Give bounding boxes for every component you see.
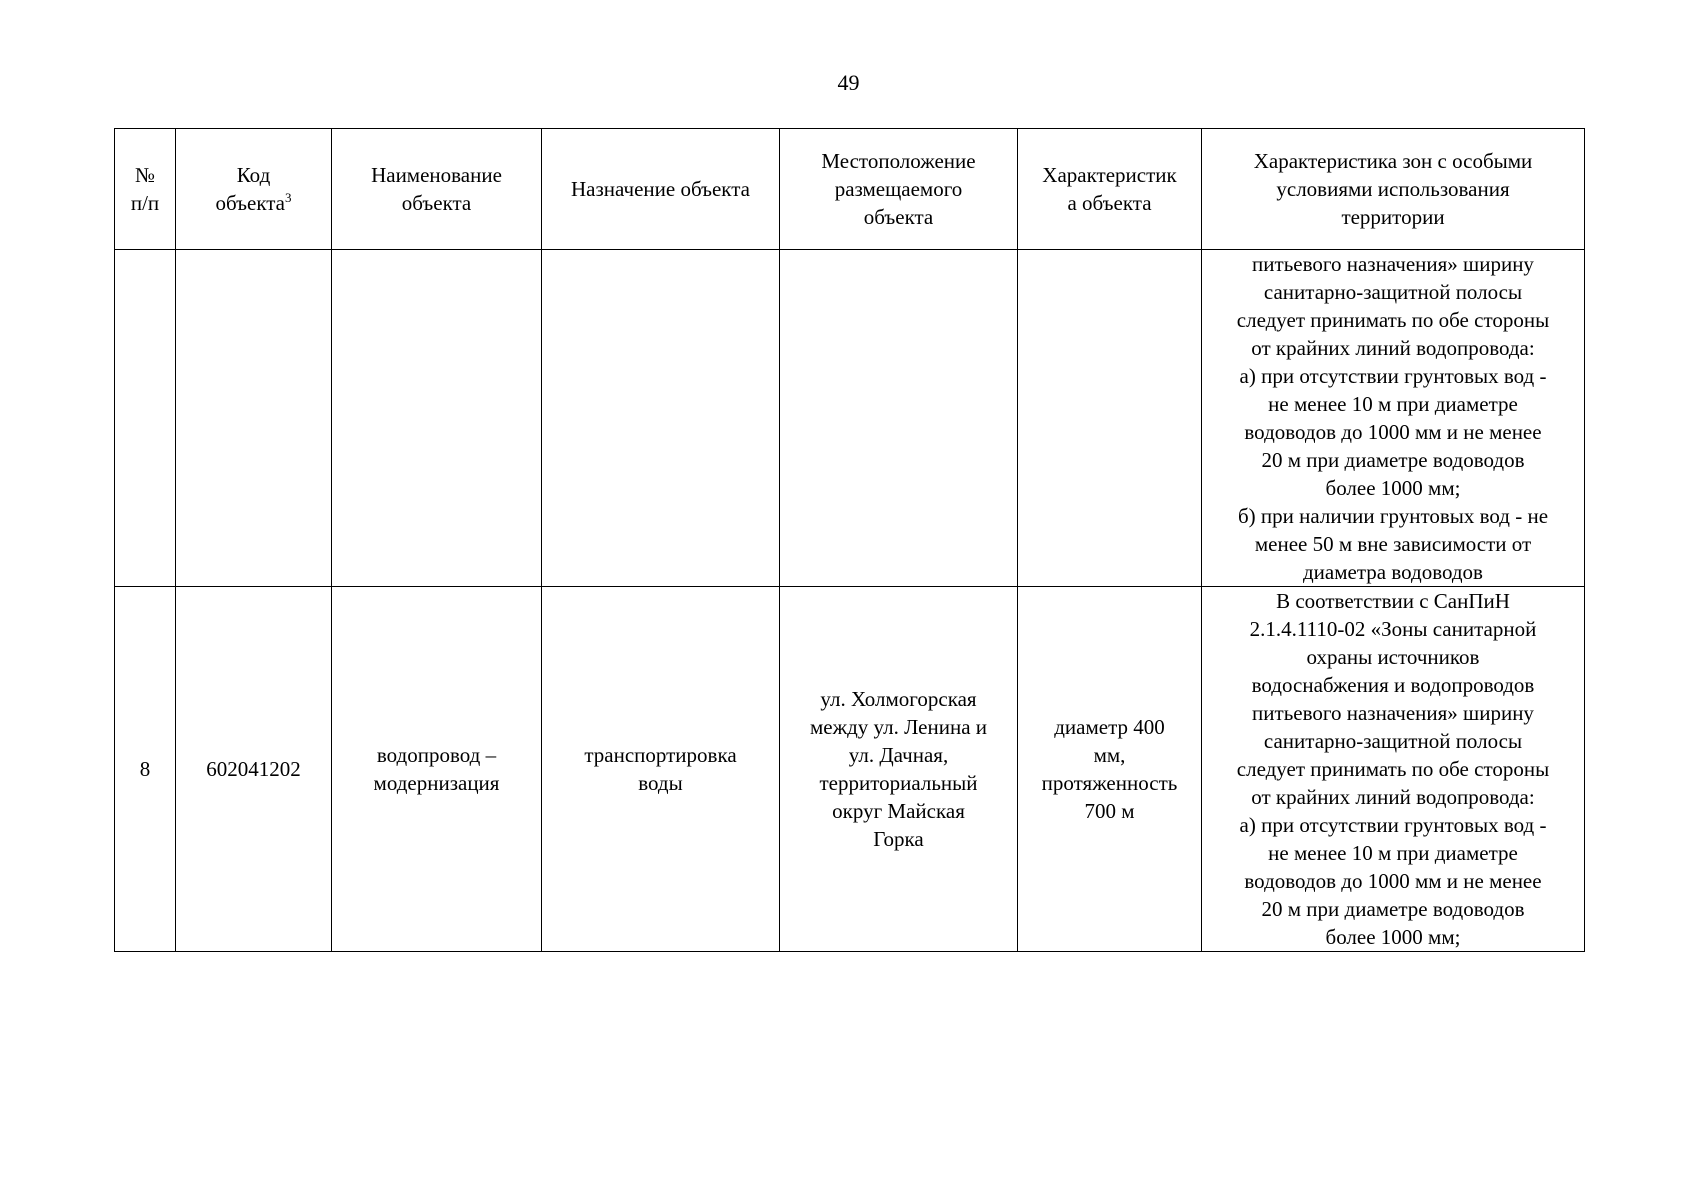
header-location: Местоположение размещаемого объекта	[780, 129, 1018, 250]
header-name: Наименование объекта	[332, 129, 542, 250]
cell-location	[780, 250, 1018, 587]
objects-table	[114, 128, 1585, 952]
cell-code	[176, 250, 332, 587]
header-code-footnote: 3	[285, 190, 292, 205]
cell-zones: В соответствии с СанПиН 2.1.4.1110-02 «Зоны санитарной охраны источников водоснабжения и водопроводов питьевого назначения» ширину санитарно-защитной полосы следует принимать по обе стороны от крайних линий водопровода: а) при отсутствии грунтовых вод - не менее 10 м при диаметре водоводов до 1000 мм и не менее 20 м при диаметре водоводов более 1000 мм;	[1202, 587, 1585, 952]
cell-zones: питьевого назначения» ширину санитарно-защитной полосы следует принимать по обе стороны от крайних линий водопровода: а) при отсутствии грунтовых вод - не менее 10 м при диаметре водоводов до 1000 мм и не менее 20 м при диаметре водоводов более 1000 мм; б) при наличии грунтовых вод - не менее 50 м вне зависимости от диаметра водоводов	[1202, 250, 1585, 587]
table-header-row	[115, 129, 1585, 250]
table-row	[115, 587, 1585, 952]
header-code	[176, 129, 332, 250]
cell-characteristic: диаметр 400 мм, протяженность 700 м	[1018, 587, 1202, 952]
page-number: 49	[837, 70, 860, 95]
cell-characteristic	[1018, 250, 1202, 587]
header-purpose: Назначение объекта	[542, 129, 780, 250]
cell-name	[332, 250, 542, 587]
cell-num	[115, 250, 176, 587]
cell-num: 8	[115, 587, 176, 952]
cell-purpose: транспортировка воды	[542, 587, 780, 952]
cell-name: водопровод – модернизация	[332, 587, 542, 952]
header-code-label: Код объекта	[215, 163, 286, 215]
table-row	[115, 250, 1585, 587]
header-characteristic: Характеристик а объекта	[1018, 129, 1202, 250]
cell-purpose	[542, 250, 780, 587]
header-num: № п/п	[115, 129, 176, 250]
cell-code: 602041202	[176, 587, 332, 952]
cell-location: ул. Холмогорская между ул. Ленина и ул. Дачная, территориальный округ Майская Горка	[780, 587, 1018, 952]
header-zones: Характеристика зон с особыми условиями использования территории	[1202, 129, 1585, 250]
